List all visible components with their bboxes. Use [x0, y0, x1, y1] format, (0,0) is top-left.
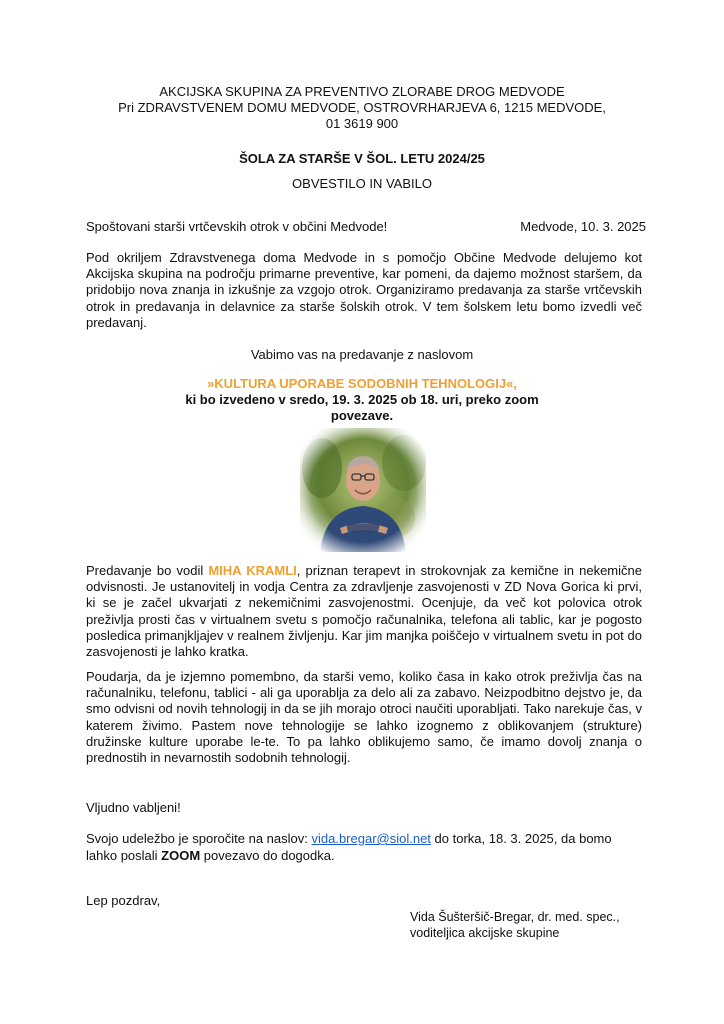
letter-date: Medvode, 10. 3. 2025: [520, 219, 646, 234]
lecture-title: »KULTURA UPORABE SODOBNIH TEHNOLOGIJ«,: [207, 376, 517, 391]
signature-name: Vida Šušteršič-Bregar, dr. med. spec.,: [410, 910, 620, 924]
greeting: Spoštovani starši vrtčevskih otrok v občini Medvode!: [86, 219, 388, 234]
document-subtitle: OBVESTILO IN VABILO: [292, 176, 432, 191]
email-link[interactable]: vida.bregar@siol.net: [311, 831, 431, 846]
lecture-block: [160, 376, 564, 424]
speaker-paragraph-prefix: Predavanje bo vodil: [86, 563, 209, 578]
zoom-label: ZOOM: [161, 847, 201, 863]
letterhead-address: Pri ZDRAVSTVENEM DOMU MEDVODE, OSTROVRHARJEVA 6, 1215 MEDVODE,: [118, 100, 606, 115]
signup-suffix: povezavo do dogodka.: [200, 847, 335, 863]
technology-paragraph: Poudarja, da je izjemno pomembno, da starši vemo, koliko časa in kako otrok preživlja čas na računalniku, telefonu, tablici - ali ga uporablja za delo ali za zabavo. Neizpodbitno dejstvo je, da smo odvisni od novih tehnologij in da se jih morajo otroci naučiti uporabljati. Tako narekuje čas, v katerem živimo. Pastem nove tehnologije se lahko izognemo z oblikovanjem (strukture) družinske kulture uporabe le-te. To pa lahko oblikujemo samo, če imamo dovolj znanja o prednostih in nevarnostih sodobnih tehnologij.: [86, 669, 642, 766]
speaker-name: MIHA KRAMLI: [208, 563, 297, 578]
signup-paragraph: [86, 831, 642, 864]
lecture-details: ki bo izvedeno v sredo, 19. 3. 2025 ob 18. uri, preko zoom povezave.: [185, 392, 539, 423]
speaker-paragraph: [86, 563, 642, 660]
letterhead-org: AKCIJSKA SKUPINA ZA PREVENTIVO ZLORABE DROG MEDVODE: [159, 84, 565, 99]
speaker-portrait-image: [300, 428, 426, 552]
document-title: ŠOLA ZA STARŠE V ŠOL. LETU 2024/25: [239, 151, 485, 166]
signup-prefix: Svojo udeležbo je sporočite na naslov:: [86, 831, 312, 846]
greeting-row: [86, 219, 646, 234]
speaker-paragraph-text: , priznan terapevt in strokovnjak za kemične in nekemične odvisnosti. Je ustanovitelj in vodja Centra za zdravljenje zasvojenosti v ZD Nova Gorica ki prvi, ki se je začel ukvarjati z nekemičnimi zasvojenostmi. Ocenjuje, da več kot polovica otrok preživlja prosti čas v virtualnem svetu s pomočjo računalnika, telefona ali tablic, kar je pogosto posledica primanjkljajev v realnem življenju. Kar jim manjka poiščejo v virtualnem svetu in pot do zasvojenosti je lahko kratka.: [86, 563, 642, 660]
letterhead-phone: 01 3619 900: [325, 116, 399, 131]
closing-regards: Lep pozdrav,: [86, 893, 161, 908]
signup-middle: do torka, 18. 3. 2025, da bomo lahko poslali: [86, 831, 612, 863]
invite-intro: Vabimo vas na predavanje z naslovom: [250, 347, 474, 362]
signature-role: voditeljica akcijske skupine: [410, 926, 560, 940]
intro-paragraph: Pod okriljem Zdravstvenega doma Medvode in s pomočjo Občine Medvode delujemo kot Akcijska skupina na področju primarne preventive, kar pomeni, da dajemo možnost staršem, da pridobijo nova znanja in izkušnje za vzgojo otrok. Organiziramo predavanja za starše vrtčevskih otrok in predavanja in delavnice za starše šolskih otrok. V tem šolskem letu bomo izvedli več predavanj.: [86, 250, 642, 330]
speaker-photo: [300, 428, 426, 552]
invite-closing: Vljudno vabljeni!: [86, 800, 181, 815]
letterhead: [60, 84, 664, 132]
signature-block: [410, 909, 620, 941]
